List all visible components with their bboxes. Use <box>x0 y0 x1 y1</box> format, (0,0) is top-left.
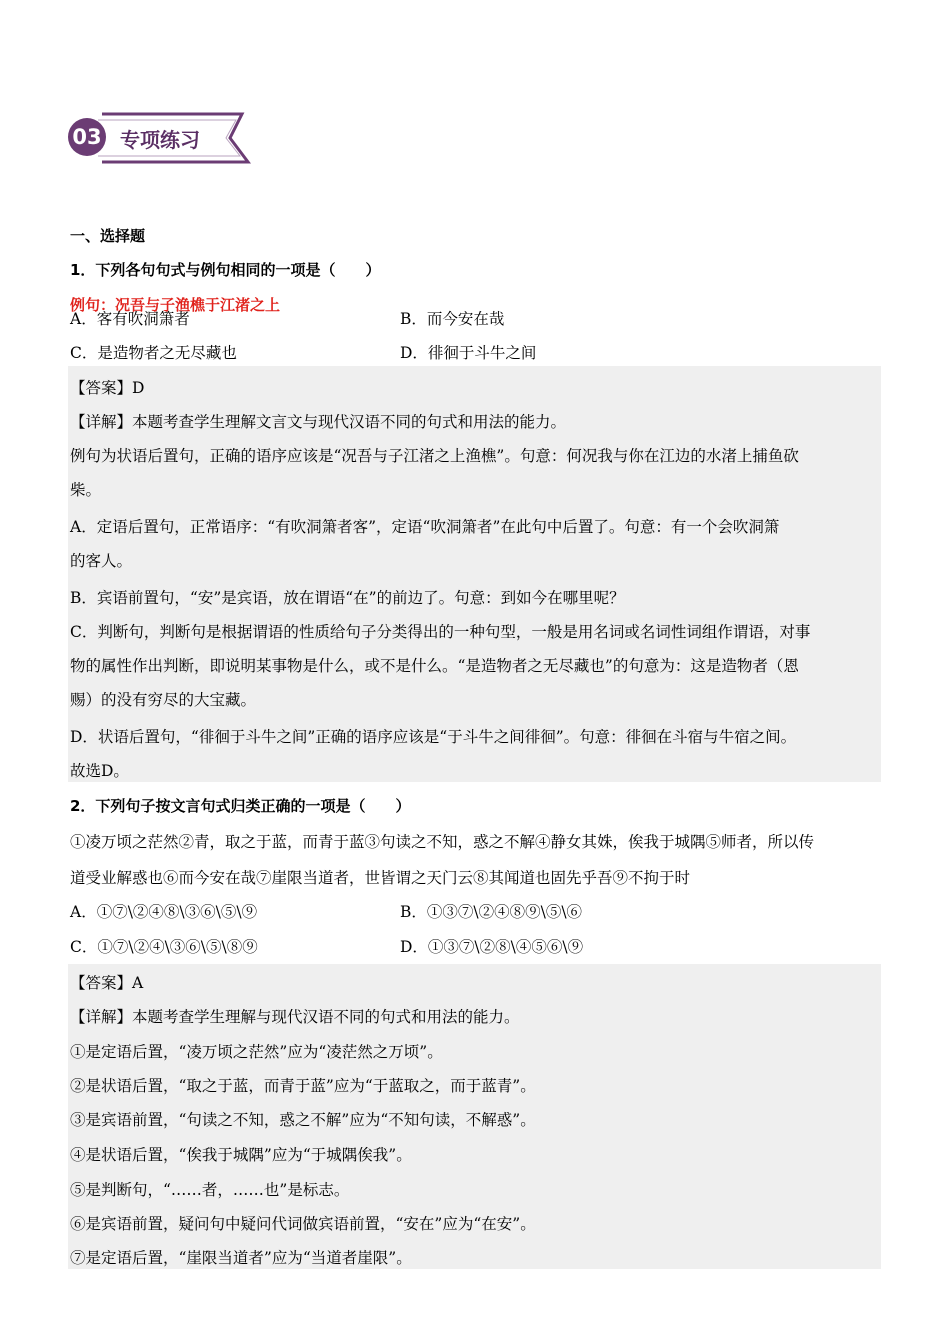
q1-stem: 1．下列各句句式与例句相同的一项是（ ） <box>70 261 381 279</box>
part-heading: 一、选择题 <box>70 227 146 245</box>
q2-option-a: A．①⑦\②④⑧\③⑥\⑤\⑨ <box>70 903 258 921</box>
q2-explanation-line: ③是宾语前置，“句读之不知，惑之不解”应为“不知句读，不解惑”。 <box>70 1111 536 1129</box>
q1-explanation-line: A．定语后置句，正常语序：“有吹洞箫者客”，定语“吹洞箫者”在此句中后置了。句意：有一个会吹洞箫 <box>70 518 780 536</box>
q2-explanation-line: ④是状语后置，“俟我于城隅”应为“于城隅俟我”。 <box>70 1146 412 1164</box>
q2-explanation-line: ②是状语后置，“取之于蓝，而青于蓝”应为“于蓝取之，而于蓝青”。 <box>70 1077 536 1095</box>
q1-option-c: C．是造物者之无尽藏也 <box>70 344 237 362</box>
q2-body-line: 道受业解惑也⑥而今安在哉⑦崖限当道者，世皆谓之天门云⑧其闻道也固先乎吾⑨不拘于时 <box>70 869 691 887</box>
q1-explanation-line: 物的属性作出判断，即说明某事物是什么，或不是什么。“是造物者之无尽藏也”的句意为：这是造物者（恩 <box>70 657 799 675</box>
q1-explanation-line: C．判断句，判断句是根据谓语的性质给句子分类得出的一种句型，一般是用名词或名词性词组作谓语，对事 <box>70 623 811 641</box>
q1-answer: 【答案】D <box>70 379 145 397</box>
q2-option-b: B．①③⑦\②④⑧⑨\⑤\⑥ <box>400 903 583 921</box>
q2-body-line: ①凌万顷之茫然②青，取之于蓝，而青于蓝③句读之不知，惑之不解④静女其姝，俟我于城隅⑤师者，所以传 <box>70 833 815 851</box>
q2-option-c: C．①⑦\②④\③⑥\⑤\⑧⑨ <box>70 938 258 956</box>
section-badge <box>68 112 258 166</box>
q2-stem: 2．下列句子按文言句式归类正确的一项是（ ） <box>70 797 411 815</box>
q2-explanation-line: ⑦是定语后置，“崖限当道者”应为“当道者崖限”。 <box>70 1249 412 1267</box>
section-title: 专项练习 <box>120 128 200 152</box>
section-number: 03 <box>68 118 106 156</box>
q1-explanation-line: 赐）的没有穷尽的大宝藏。 <box>70 691 257 709</box>
q1-option-b: B．而今安在哉 <box>400 310 505 328</box>
q2-explanation-line: ⑤是判断句，“……者，……也”是标志。 <box>70 1181 350 1199</box>
q1-option-a: A．客有吹洞箫者 <box>70 310 190 328</box>
q1-explanation-line: 的客人。 <box>70 552 133 570</box>
q1-explanation-line: 故选D。 <box>70 762 129 780</box>
q2-explanation-line: ①是定语后置，“凌万顷之茫然”应为“凌茫然之万顷”。 <box>70 1043 443 1061</box>
q1-explanation-line: 【详解】本题考查学生理解文言文与现代汉语不同的句式和用法的能力。 <box>70 413 567 431</box>
q2-explanation-line: ⑥是宾语前置，疑问句中疑问代词做宾语前置，“安在”应为“在安”。 <box>70 1215 536 1233</box>
q1-explanation-line: 例句为状语后置句，正确的语序应该是“况吾与子江渚之上渔樵”。句意：何况我与你在江边的水渚上捕鱼砍 <box>70 447 799 465</box>
q1-explanation-line: 柴。 <box>70 481 102 499</box>
q1-option-d: D．徘徊于斗牛之间 <box>400 344 537 362</box>
q2-option-d: D．①③⑦\②⑧\④⑤⑥\⑨ <box>400 938 584 956</box>
q1-explanation-line: B．宾语前置句，“安”是宾语，放在谓语“在”的前边了。句意：到如今在哪里呢？ <box>70 589 625 607</box>
q1-example: 例句：况吾与子渔樵于江渚之上 <box>70 296 281 314</box>
q1-explanation-line: D．状语后置句，“徘徊于斗牛之间”正确的语序应该是“于斗牛之间徘徊”。句意：徘徊在斗宿与牛宿之间。 <box>70 728 797 746</box>
q2-explanation-line: 【详解】本题考查学生理解与现代汉语不同的句式和用法的能力。 <box>70 1008 520 1026</box>
q2-answer: 【答案】A <box>70 974 144 992</box>
